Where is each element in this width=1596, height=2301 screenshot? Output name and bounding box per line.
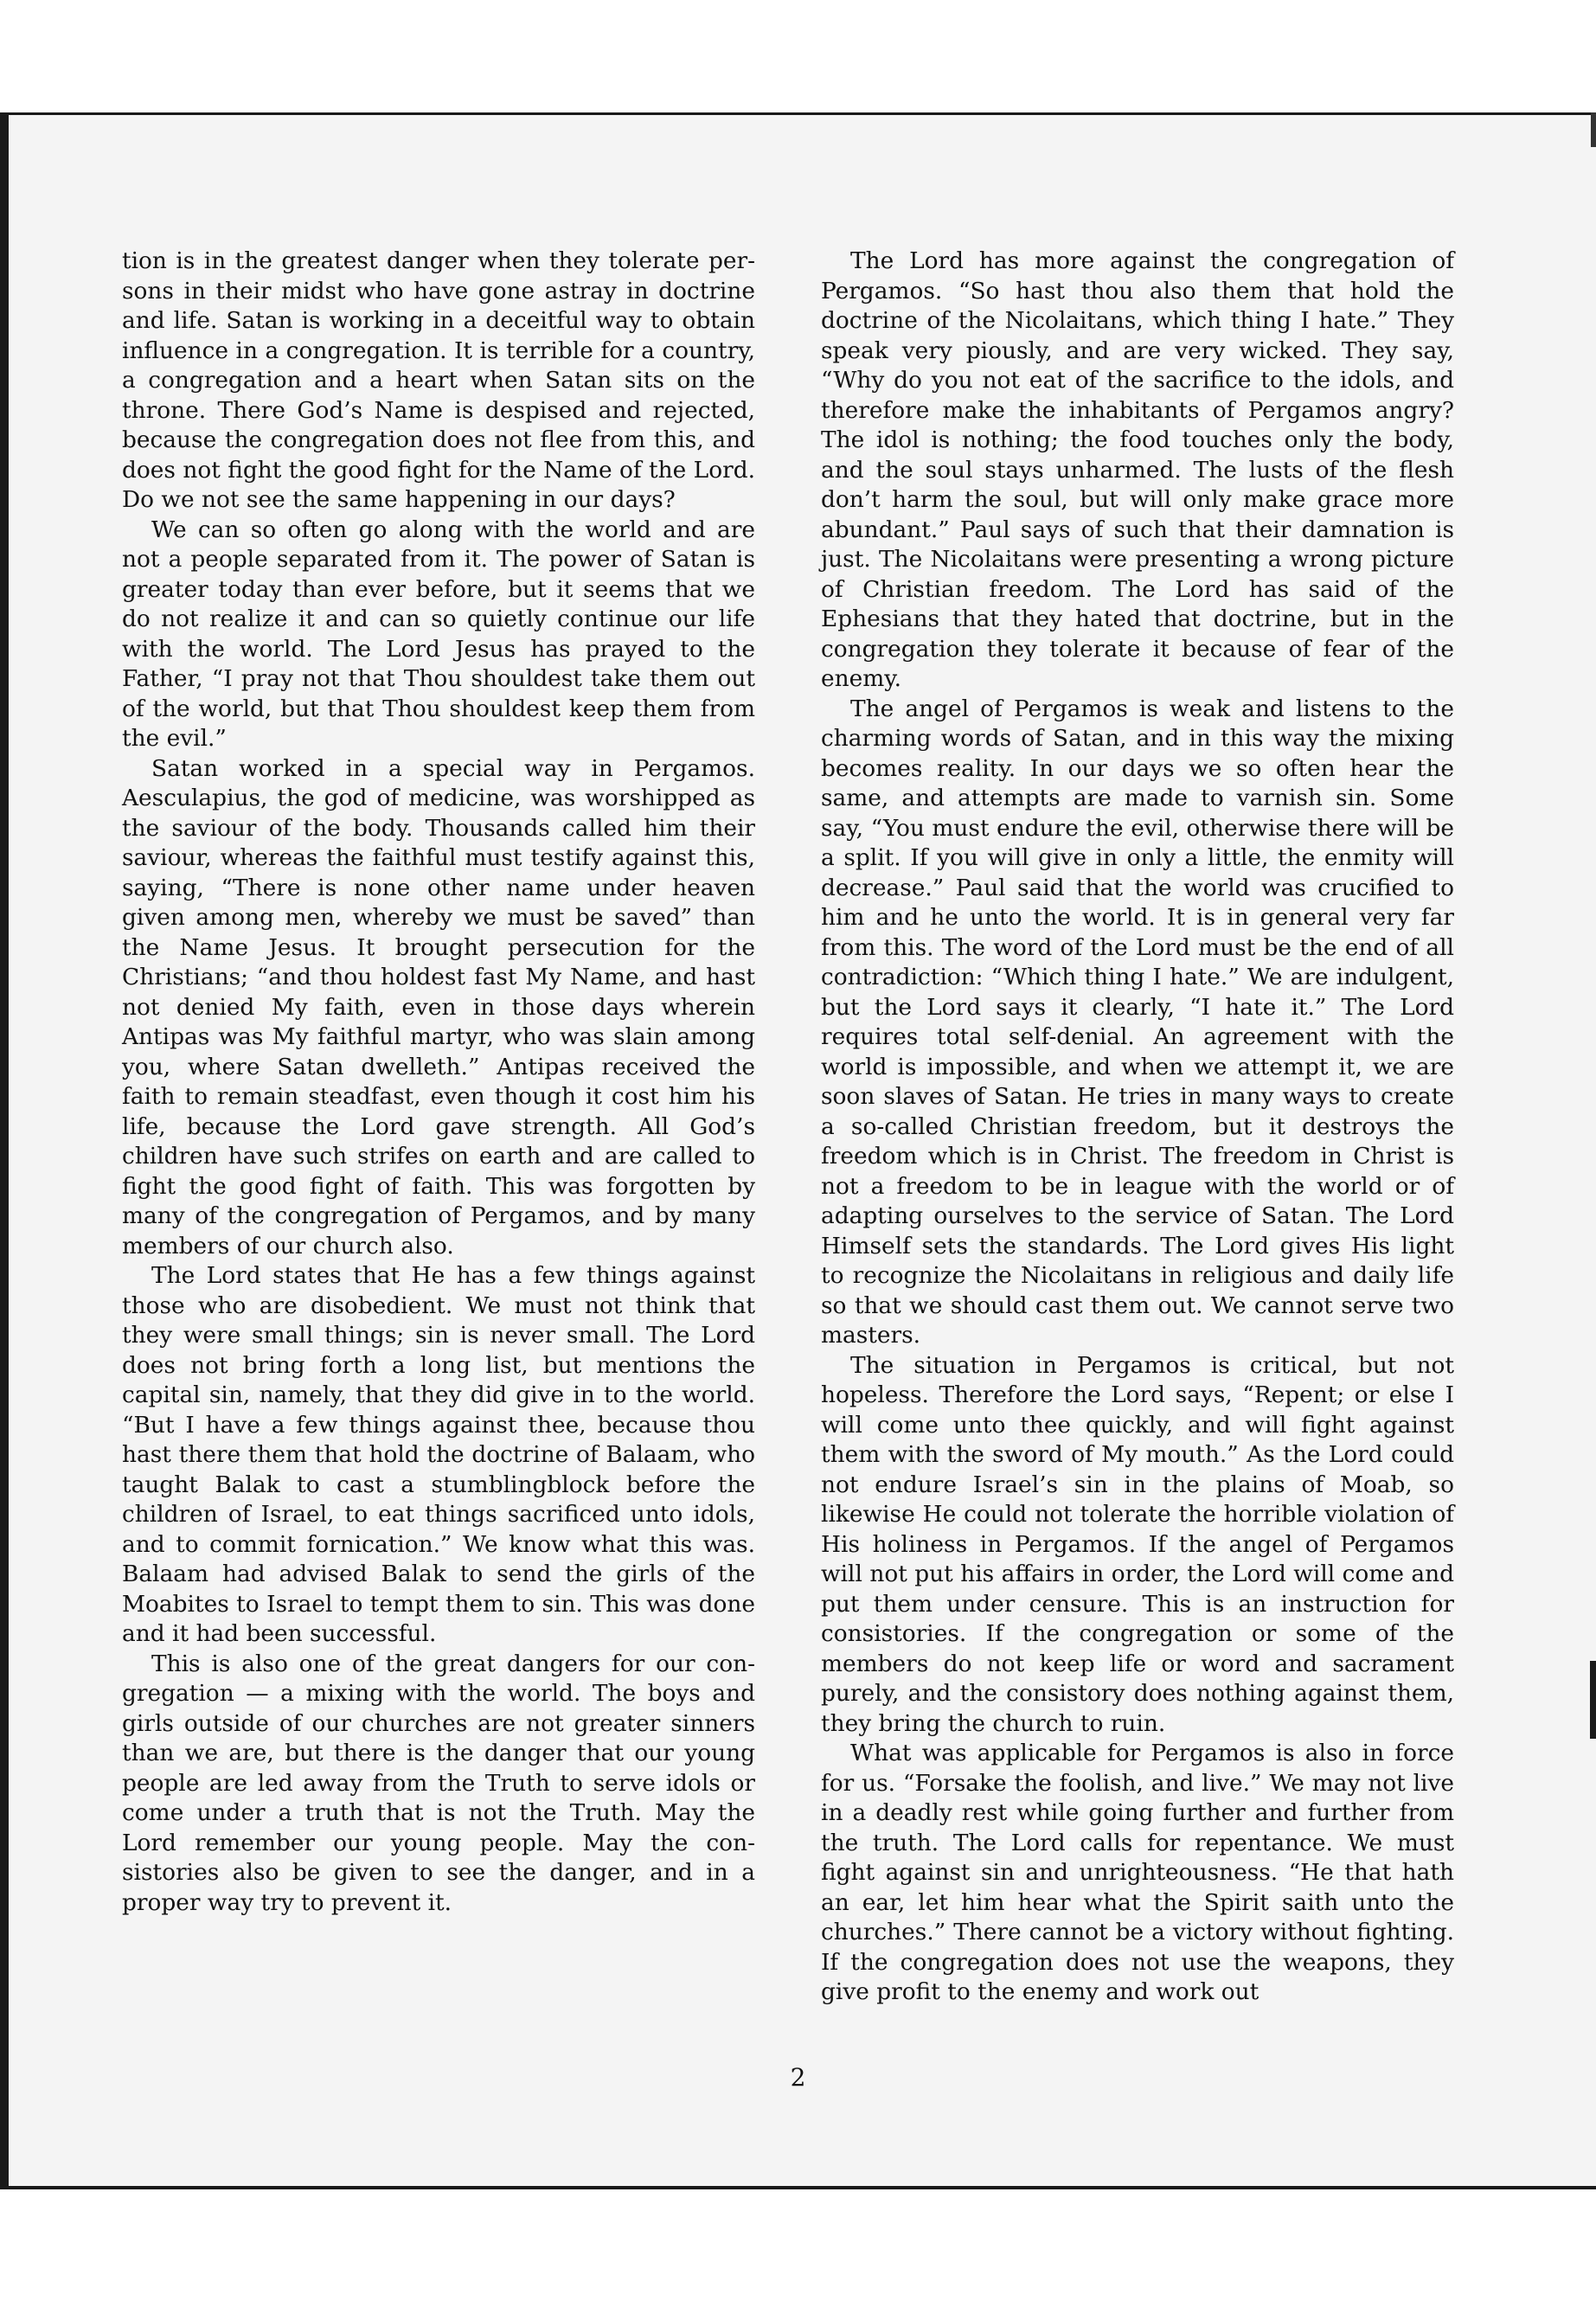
paragraph: The angel of Pergamos is weak and listens to the charming words of Satan, and in this way the mixing becomes reality. In our days we so often hear the same, and attempts are made to varnish sin. Some say, “You must endure the evil, otherwise there will be a split. If you will give in only a little, the enmity will decrease.” Paul said that the world was crucified to him and he unto the world. It is in general very far from this. The word of the Lord must be the end of all contradiction: “Which thing I hate.” We are indulgent, but the Lord says it clearly, “I hate it.” The Lord requires total self-denial. An agreement with the world is impossible, and when we attempt it, we are soon slaves of Satan. He tries in many ways to create a so-called Christian freedom, but it destroys the freedom which is in Christ. The freedom in Christ is not a freedom to be in league with the world or of adapting ourselves to the service of Satan. The Lord Himself sets the standards. The Lord gives His light to recognize the Nicolaitans in religious and daily life so that we should cast them out. We cannot serve two masters. bbox=[821, 695, 1454, 1349]
paragraph: Satan worked in a special way in Pergamos. Aesculapius, the god of medicine, was worshipped as the saviour of the body. Thousands called him their saviour, whereas the faithful must testify against this, saying, “There is none other name under heaven given among men, whereby we must be saved” than the Name Jesus. It brought persecution for the Christians; “and thou holdest fast My Name, and hast not denied My faith, even in those days wherein Antipas was My faithful martyr, who was slain among you, where Satan dwelleth.” Antipas received the faith to remain steadfast, even though it cost him his life, because the Lord gave strength. All God’s children have such strifes on earth and are called to fight the good fight of faith. This was forgotten by many of the congregation of Pergamos, and by many members of our church also. bbox=[122, 754, 755, 1259]
scan-border-right-mark bbox=[1590, 1661, 1596, 1739]
scan-border-top bbox=[0, 0, 1596, 115]
paragraph: The situation in Pergamos is critical, but not hopeless. Therefore the Lord says, “Repent; or else I will come unto thee quickly, and will fight against them with the sword of My mouth.” As the Lord could not endure Israel’s sin in the plains of Moab, so likewise He could not tolerate the horrible violation of His holiness in Pergamos. If the angel of Pergamos will not put his affairs in order, the Lord will come and put them under censure. This is an instruction for consistories. If the congregation or some of the members do not keep life or word and sacrament purely, and the consistory does nothing against them, they bring the church to ruin. bbox=[821, 1351, 1454, 1737]
right-text-column bbox=[821, 247, 1454, 2008]
paragraph: This is also one of the great dangers for our congregation — a mixing with the world. The boys and girls outside of our churches are not greater sinners than we are, but there is the danger that our young people are led away from the Truth to serve idols or come under a truth that is not the Truth. May the Lord remember our young people. May the consistories also be given to see the danger, and in a proper way try to prevent it. bbox=[122, 1650, 755, 1916]
scan-border-bottom bbox=[0, 2186, 1596, 2301]
paragraph: What was applicable for Pergamos is also in force for us. “Forsake the foolish, and live.” We may not live in a deadly rest while going further and further from the truth. The Lord calls for repentance. We must fight against sin and unrighteousness. “He that hath an ear, let him hear what the Spirit saith unto the churches.” There cannot be a victory without fighting. If the congregation does not use the weapons, they give profit to the enemy and work out bbox=[821, 1740, 1454, 2005]
paragraph: tion is in the greatest danger when they tolerate persons in their midst who have gone astray in doctrine and life. Satan is working in a deceitful way to obtain influence in a congregation. It is terrible for a country, a congregation and a heart when Satan sits on the throne. There God’s Name is despised and rejected, because the congregation does not flee from this, and does not fight the good fight for the Name of the Lord. Do we not see the same happening in our days? bbox=[122, 247, 755, 513]
paragraph: The Lord has more against the congregation of Pergamos. “So hast thou also them that hold the doctrine of the Nicolaitans, which thing I hate.” They speak very piously, and are very wicked. They say, “Why do you not eat of the sacrifice to the idols, and therefore make the inhabitants of Pergamos angry? The idol is nothing; the food touches only the body, and the soul stays unharmed. The lusts of the flesh don’t harm the soul, but will only make grace more abundant.” Paul says of such that their damnation is just. The Nicolaitans were presenting a wrong picture of Christian freedom. The Lord has said of the Ephesians that they hated that doctrine, but in the congregation they tolerate it because of fear of the enemy. bbox=[821, 247, 1454, 692]
scan-border-right-mark-top bbox=[1591, 112, 1596, 147]
paragraph: The Lord states that He has a few things against those who are disobedient. We must not think that they were small things; sin is never small. The Lord does not bring forth a long list, but mentions the capital sin, namely, that they did give in to the world. “But I have a few things against thee, because thou hast there them that hold the doctrine of Balaam, who taught Balak to cast a stumblingblock before the children of Israel, to eat things sacrificed unto idols, and to commit fornication.” We know what this was. Balaam had advised Balak to send the girls of the Moabites to Israel to tempt them to sin. This was done and it had been successful. bbox=[122, 1262, 755, 1647]
scan-border-left bbox=[0, 112, 9, 2189]
page-number: 2 bbox=[790, 2063, 806, 2092]
paragraph: We can so often go along with the world and are not a people separated from it. The power of Satan is greater today than ever before, but it seems that we do not realize it and can so quietly continue our life with the world. The Lord Jesus has prayed to the Father, “I pray not that Thou shouldest take them out of the world, but that Thou shouldest keep them from the evil.” bbox=[122, 516, 755, 752]
left-text-column bbox=[122, 247, 755, 1918]
